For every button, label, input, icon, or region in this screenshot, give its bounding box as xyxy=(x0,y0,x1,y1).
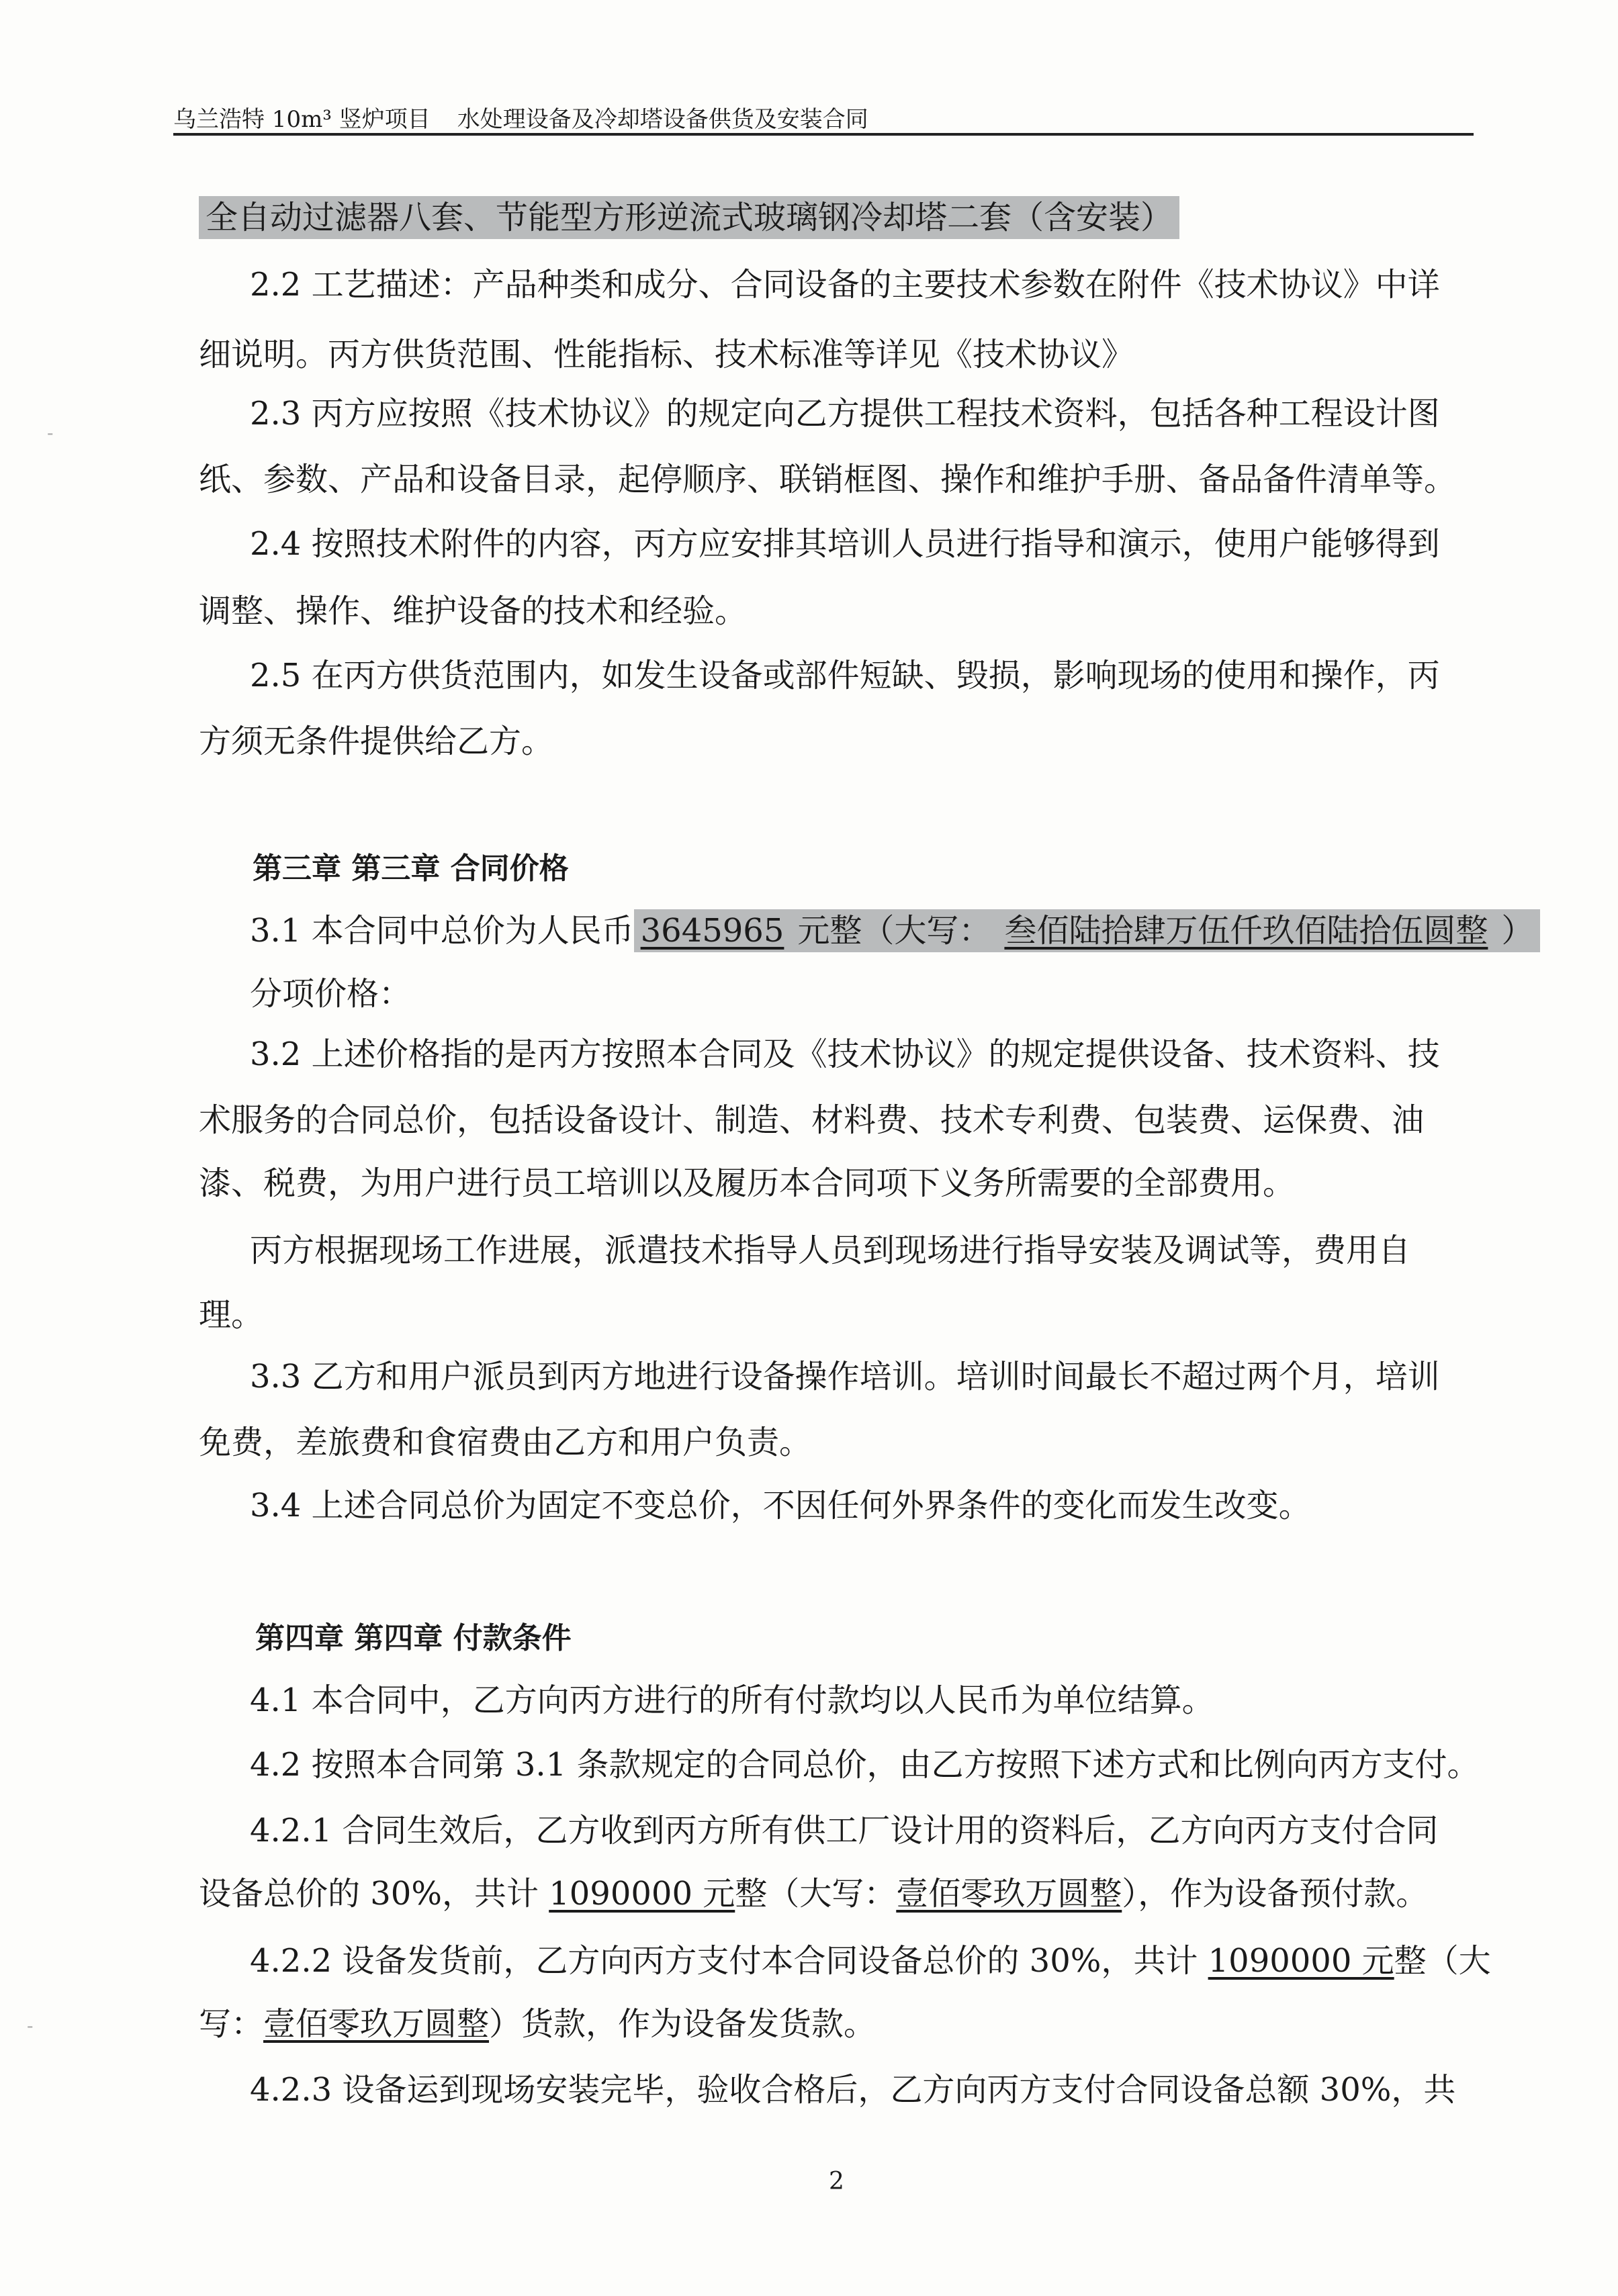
paragraph-3-3: 3.3 乙方和用户派员到丙方地进行设备操作培训。培训时间最长不超过两个月，培训 xyxy=(250,1358,1440,1395)
paragraph-3-2: 3.2 上述价格指的是丙方按照本合同及《技术协议》的规定提供设备、技术资料、技 xyxy=(250,1036,1440,1073)
paragraph-3-2-cont2: 漆、税费，为用户进行员工培训以及履历本合同项下义务所需要的全部费用。 xyxy=(199,1164,1296,1202)
paragraph-2-5-cont: 方须无条件提供给乙方。 xyxy=(199,723,554,760)
paragraph-field-guidance: 丙方根据现场工作进展，派遣技术指导人员到现场进行指导安装及调试等，费用自 xyxy=(250,1232,1411,1269)
paragraph-2-2: 2.2 工艺描述：产品种类和成分、合同设备的主要技术参数在附件《技术协议》中详 xyxy=(250,266,1440,304)
paragraph-3-2-cont1: 术服务的合同总价，包括设备设计、制造、材料费、技术专利费、包装费、运保费、油 xyxy=(199,1101,1425,1139)
highlight-text: 全自动过滤器八套、节能型方形逆流式玻璃钢冷却塔二套（含安装） xyxy=(199,196,1179,239)
running-header xyxy=(173,101,868,134)
advance-amount: 1090000 元 xyxy=(549,1875,735,1913)
paragraph-2-5: 2.5 在丙方供货范围内，如发生设备或部件短缺、毁损，影响现场的使用和操作，丙 xyxy=(250,657,1440,694)
text: 4.2.2 设备发货前，乙方向丙方支付本合同设备总价的 30%，共计 xyxy=(250,1942,1208,1980)
paragraph-4-2-1: 4.2.1 合同生效后，乙方收到丙方所有供工厂设计用的资料后，乙方向丙方支付合同 xyxy=(250,1812,1439,1849)
paragraph-2-3: 2.3 丙方应按照《技术协议》的规定向乙方提供工程技术资料，包括各种工程设计图 xyxy=(250,395,1440,432)
paragraph-2-3-cont: 纸、参数、产品和设备目录，起停顺序、联销框图、操作和维护手册、备品备件清单等。 xyxy=(199,461,1457,498)
paragraph-4-2-1-cont xyxy=(199,1875,1429,1913)
text: ）货款，作为设备发货款。 xyxy=(489,2005,877,2043)
paragraph-3-4: 3.4 上述合同总价为固定不变总价，不因任何外界条件的变化而发生改变。 xyxy=(250,1487,1311,1524)
paragraph-4-2-2-cont xyxy=(199,2005,877,2043)
text: 写： xyxy=(199,2005,264,2043)
paragraph-2-4: 2.4 按照技术附件的内容，丙方应安排其培训人员进行指导和演示，使用户能够得到 xyxy=(250,525,1440,563)
advance-amount-words: 壹佰零玖万圆整 xyxy=(896,1875,1122,1913)
shipment-amount: 1090000 元 xyxy=(1208,1942,1394,1980)
text: 整（大 xyxy=(1394,1942,1491,1980)
header-project: 乌兰浩特 10m³ 竖炉项目 xyxy=(173,106,431,133)
text: 整（大写： xyxy=(735,1875,897,1913)
page-number: 2 xyxy=(829,2168,844,2195)
chapter-3-heading: 第三章 第三章 合同价格 xyxy=(253,852,569,886)
sub-price-label: 分项价格： xyxy=(250,975,412,1013)
chapter-4-heading: 第四章 第四章 付款条件 xyxy=(255,1621,572,1655)
paragraph-3-3-cont: 免费，差旅费和食宿费由乙方和用户负责。 xyxy=(199,1424,812,1461)
header-title: 水处理设备及冷却塔设备供货及安装合同 xyxy=(457,106,868,133)
text: 元整（大写： xyxy=(791,909,997,952)
scan-mark: - xyxy=(47,422,54,444)
text: 3.1 本合同中总价为人民币 xyxy=(250,912,634,950)
paragraph-field-guidance-cont: 理。 xyxy=(199,1296,264,1334)
paragraph-2-2-cont: 细说明。丙方供货范围、性能指标、技术标准等详见《技术协议》 xyxy=(199,336,1134,373)
shipment-amount-words: 壹佰零玖万圆整 xyxy=(263,2005,490,2043)
highlighted-line xyxy=(199,201,1179,234)
text: ），作为设备预付款。 xyxy=(1122,1875,1429,1913)
text: 设备总价的 30%，共计 xyxy=(199,1875,549,1913)
paragraph-4-1: 4.1 本合同中，乙方向丙方进行的所有付款均以人民币为单位结算。 xyxy=(250,1682,1214,1719)
total-amount: 3645965 xyxy=(634,909,791,952)
paragraph-4-2-2 xyxy=(250,1942,1491,1980)
text: ） xyxy=(1494,909,1540,952)
paragraph-3-1 xyxy=(250,912,1540,950)
paragraph-4-2: 4.2 按照本合同第 3.1 条款规定的合同总价，由乙方按照下述方式和比例向丙方支付。 xyxy=(250,1746,1480,1784)
scan-mark: - xyxy=(27,2015,34,2037)
paragraph-2-4-cont: 调整、操作、维护设备的技术和经验。 xyxy=(199,592,748,630)
header-rule xyxy=(173,133,1474,136)
paragraph-4-2-3: 4.2.3 设备运到现场安装完毕，验收合格后，乙方向丙方支付合同设备总额 30%，共 xyxy=(250,2071,1456,2109)
total-amount-words: 叁佰陆拾肆万伍仟玖佰陆拾伍圆整 xyxy=(997,909,1494,952)
